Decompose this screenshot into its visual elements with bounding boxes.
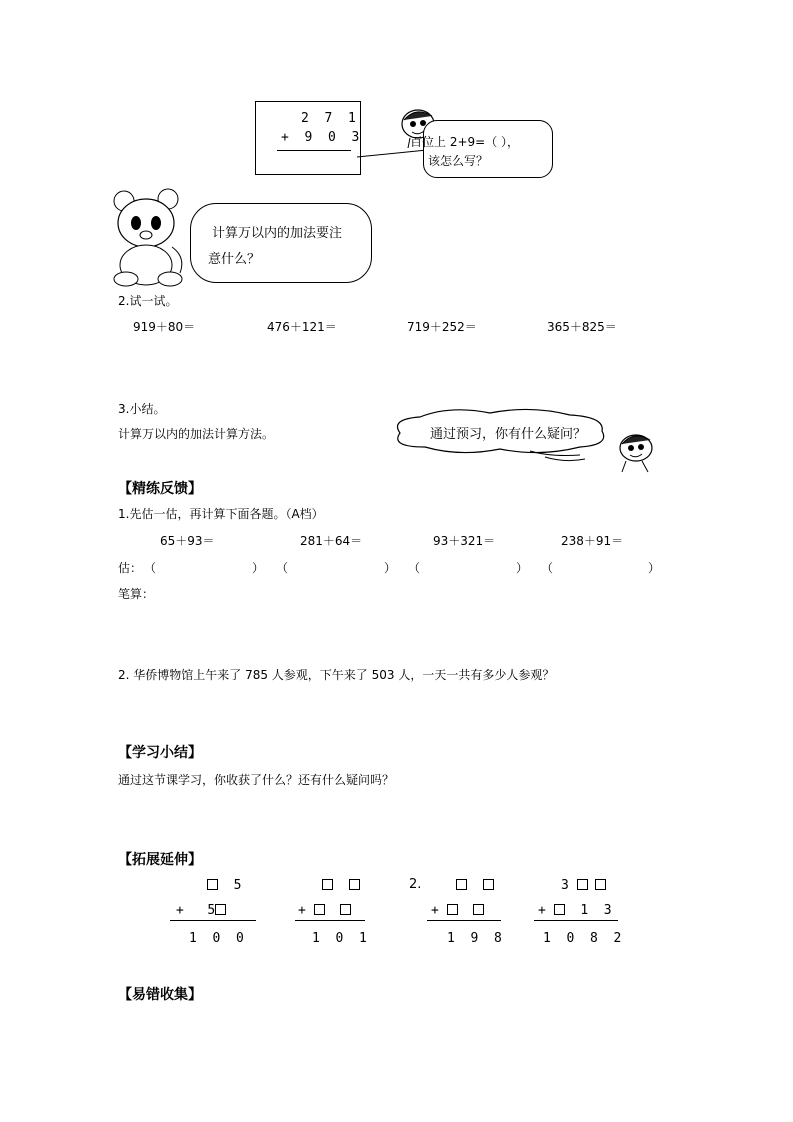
- puzzle2-bottom: +: [298, 903, 351, 918]
- bear-speech-bubble: [190, 203, 372, 283]
- puzzle1-line: [170, 920, 256, 921]
- blank-box-icon: [322, 879, 333, 890]
- blank-box-icon: [456, 879, 467, 890]
- try-problem-4: 365＋825＝: [547, 320, 617, 334]
- learning-summary-title: 【学习小结】: [118, 745, 202, 761]
- q1-problem-1: 65＋93＝: [160, 534, 215, 548]
- puzzle4-top: 3: [561, 878, 606, 893]
- estimate-close-3[interactable]: ）: [516, 561, 529, 575]
- puzzle4-line: [534, 920, 618, 921]
- addition-top-row: 2 7 1: [301, 111, 356, 126]
- estimate-close-4[interactable]: ）: [648, 561, 661, 575]
- extension-title: 【拓展延伸】: [118, 852, 202, 868]
- feedback-title: 【精练反馈】: [118, 481, 202, 497]
- estimate-open-2[interactable]: （: [276, 561, 289, 575]
- blank-box-icon: [349, 879, 360, 890]
- puzzle2-result: 1 0 1: [312, 931, 367, 946]
- q1-problem-3: 93＋321＝: [433, 534, 496, 548]
- estimate-open-1[interactable]: （: [144, 561, 157, 575]
- estimate-close-1[interactable]: ）: [252, 561, 265, 575]
- puzzle3-bottom: +: [431, 903, 484, 918]
- puzzle2-line: [295, 920, 365, 921]
- cloud-text: 通过预习，你有什么疑问？: [430, 427, 587, 442]
- learning-summary-text: 通过这节课学习，你收获了什么？还有什么疑问吗？: [118, 773, 395, 787]
- blank-box-icon: [577, 879, 588, 890]
- puzzle3-line: [427, 920, 501, 921]
- blank-box-icon: [207, 879, 218, 890]
- extension-label-2: 2.: [409, 877, 422, 892]
- estimate-label: 估：: [118, 561, 143, 575]
- try-heading: 2.试一试。: [118, 294, 178, 308]
- bear-bubble-line1: 计算万以内的加法要注: [212, 226, 343, 241]
- estimate-close-2[interactable]: ）: [384, 561, 397, 575]
- try-problem-2: 476＋121＝: [267, 320, 337, 334]
- written-label: 笔算：: [118, 587, 155, 601]
- puzzle4-result: 1 0 8 2: [543, 931, 622, 946]
- estimate-open-4[interactable]: （: [541, 561, 554, 575]
- blank-box-icon: [314, 904, 325, 915]
- q1-problem-4: 238＋91＝: [561, 534, 624, 548]
- blank-box-icon: [215, 904, 226, 915]
- try-problem-3: 719＋252＝: [407, 320, 477, 334]
- bear-cartoon-icon: [106, 187, 192, 287]
- mistakes-title: 【易错收集】: [118, 987, 202, 1003]
- puzzle1-result: 1 0 0: [189, 931, 244, 946]
- estimate-open-3[interactable]: （: [408, 561, 421, 575]
- try-problem-1: 919＋80＝: [133, 320, 196, 334]
- blank-box-icon: [483, 879, 494, 890]
- kid-bubble-line2: 该怎么写？: [428, 154, 489, 168]
- addition-bottom-row: + 9 0 3: [281, 130, 360, 145]
- bear-bubble-line2: 意什么？: [208, 252, 261, 267]
- summary-heading: 3.小结。: [118, 402, 166, 416]
- puzzle1-bottom: + 5: [176, 903, 226, 918]
- puzzle4-bottom: + 1 3: [538, 903, 612, 918]
- puzzle3-top: [456, 878, 494, 893]
- blank-box-icon: [340, 904, 351, 915]
- blank-box-icon: [447, 904, 458, 915]
- blank-box-icon: [554, 904, 565, 915]
- feedback-q1: 1.先估一估，再计算下面各题。（A档）: [118, 507, 324, 521]
- puzzle3-result: 1 9 8: [447, 931, 502, 946]
- puzzle1-top: 5: [207, 878, 241, 893]
- kid-bubble-line1: 百位上 2+9=（ ），: [410, 135, 520, 149]
- feedback-q2: 2. 华侨博物馆上午来了 785 人参观，下午来了 503 人，一天一共有多少人参观？: [118, 668, 555, 682]
- q1-problem-2: 281＋64＝: [300, 534, 363, 548]
- blank-box-icon: [595, 879, 606, 890]
- summary-text: 计算万以内的加法计算方法。: [118, 427, 275, 441]
- addition-line: [277, 150, 351, 151]
- cartoon-kid-icon-2: [612, 428, 660, 474]
- puzzle2-top: [322, 878, 360, 893]
- blank-box-icon: [473, 904, 484, 915]
